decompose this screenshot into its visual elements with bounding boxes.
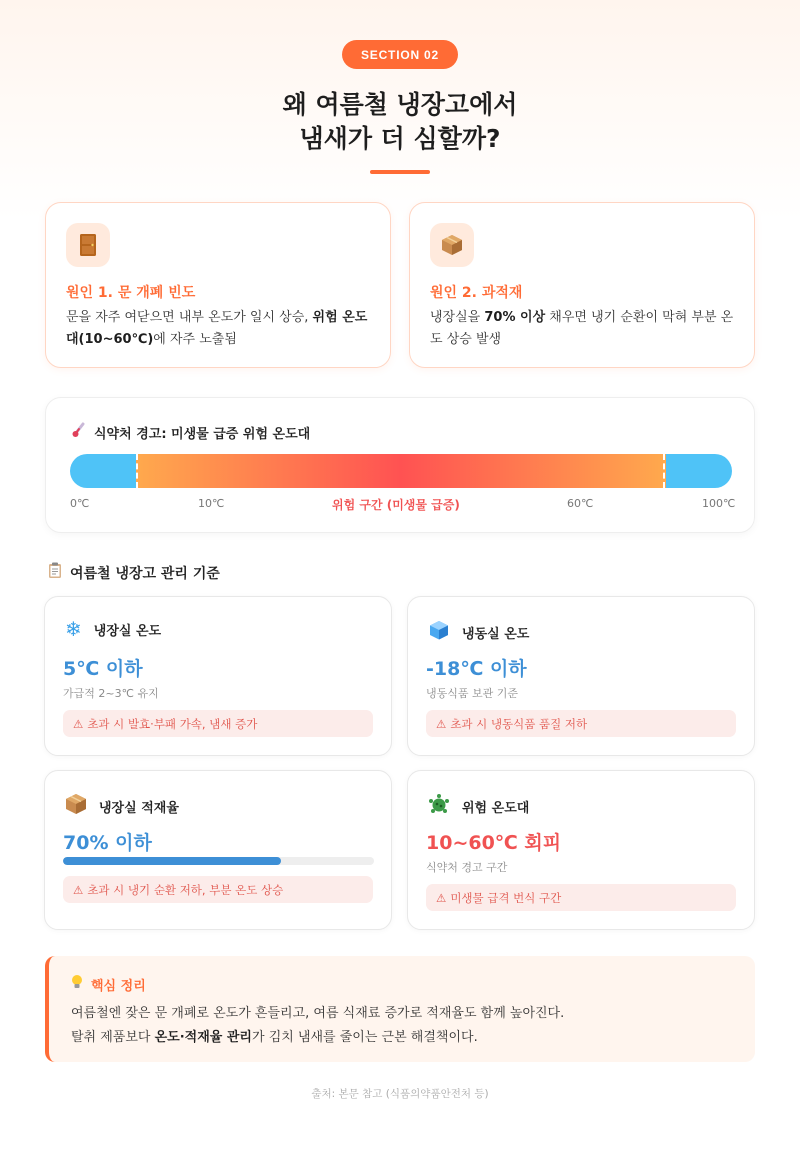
card-header: 냉동실 온도 — [428, 619, 529, 645]
freezer-temp-card — [407, 596, 755, 756]
cause-title: 원인 1. 문 개폐 빈도 — [66, 285, 196, 301]
scale-0: 0℃ — [70, 497, 90, 510]
thermometer-icon — [72, 422, 86, 442]
fridge-temp-card — [44, 596, 392, 756]
ice-cube-icon — [428, 619, 450, 645]
danger-end-marker — [663, 454, 665, 488]
scale-10: 10℃ — [198, 497, 225, 510]
load-rate-value: 70% 이하 — [63, 832, 152, 854]
danger-zone-sub: 식약처 경고 구간 — [426, 861, 508, 874]
title-line-2: 냄새가 더 심할까? — [299, 124, 501, 153]
title-line-1: 왜 여름철 냉장고에서 — [282, 90, 518, 119]
warning-icon: ⚠ — [436, 890, 447, 905]
warning-title: 식약처 경고: 미생물 급증 위험 온도대 — [72, 422, 310, 442]
source-note: 출처: 본문 참고 (식품의약품안전처 등) — [311, 1088, 489, 1100]
freezer-temp-sub: 냉동식품 보관 기준 — [426, 687, 519, 700]
cause-card-door — [45, 202, 391, 368]
cause-desc: 문을 자주 여닫으면 내부 온도가 일시 상승, 위험 온도대(10~60℃)에 자주 노출됨 — [66, 310, 368, 347]
summary-line-2: 탈취 제품보다 온도·적재율 관리가 김치 냄새를 줄이는 근본 해결책이다. — [71, 1030, 478, 1045]
card-header: 위험 온도대 — [428, 793, 529, 819]
danger-zone-note: ⚠ 미생물 급격 번식 구간 — [426, 884, 736, 911]
danger-start-marker — [136, 454, 138, 488]
load-rate-bar — [63, 857, 374, 865]
door-icon — [66, 223, 110, 267]
cause-card-overload — [409, 202, 755, 368]
standards-heading: 여름철 냉장고 관리 기준 — [48, 562, 220, 583]
cause-desc: 냉장실을 70% 이상 채우면 냉기 순환이 막혀 부분 온도 상승 발생 — [430, 310, 734, 347]
title-underline — [370, 170, 430, 174]
box-icon — [65, 793, 87, 819]
load-rate-note: ⚠ 초과 시 냉기 순환 저하, 부분 온도 상승 — [63, 876, 373, 903]
temperature-warning-card — [45, 397, 755, 533]
card-header: ❄ 냉장실 온도 — [65, 617, 162, 641]
microbe-icon — [428, 793, 450, 819]
danger-zone-card — [407, 770, 755, 930]
danger-zone-label: 위험 구간 (미생물 급증) — [332, 498, 460, 512]
clipboard-icon — [48, 562, 62, 583]
section-badge: SECTION 02 — [342, 40, 458, 69]
danger-temperature-bar — [70, 454, 732, 488]
page-title — [0, 88, 800, 156]
summary-title: 핵심 정리 — [71, 974, 146, 994]
card-header: 냉장실 적재율 — [65, 793, 179, 819]
danger-zone-value: 10~60℃ 회피 — [426, 832, 562, 854]
cause-title: 원인 2. 과적재 — [430, 285, 523, 301]
box-icon — [430, 223, 474, 267]
freezer-temp-value: -18℃ 이하 — [426, 658, 527, 680]
lightbulb-icon — [71, 974, 83, 994]
load-rate-fill — [63, 857, 281, 865]
key-summary-box — [45, 956, 755, 1062]
fridge-temp-note: ⚠ 초과 시 발효·부패 가속, 냄새 증가 — [63, 710, 373, 737]
warning-icon: ⚠ — [436, 716, 447, 731]
snowflake-icon: ❄ — [65, 617, 82, 641]
scale-100: 100℃ — [702, 497, 736, 510]
fridge-temp-sub: 가급적 2~3℃ 유지 — [63, 687, 159, 700]
scale-60: 60℃ — [567, 497, 594, 510]
summary-line-1: 여름철엔 잦은 문 개폐로 온도가 흔들리고, 여름 식재료 증가로 적재율도 함께 높아진다. — [71, 1006, 565, 1021]
freezer-temp-note: ⚠ 초과 시 냉동식품 품질 저하 — [426, 710, 736, 737]
load-rate-card — [44, 770, 392, 930]
fridge-temp-value: 5℃ 이하 — [63, 658, 143, 680]
warning-icon: ⚠ — [73, 716, 84, 731]
warning-icon: ⚠ — [73, 882, 84, 897]
